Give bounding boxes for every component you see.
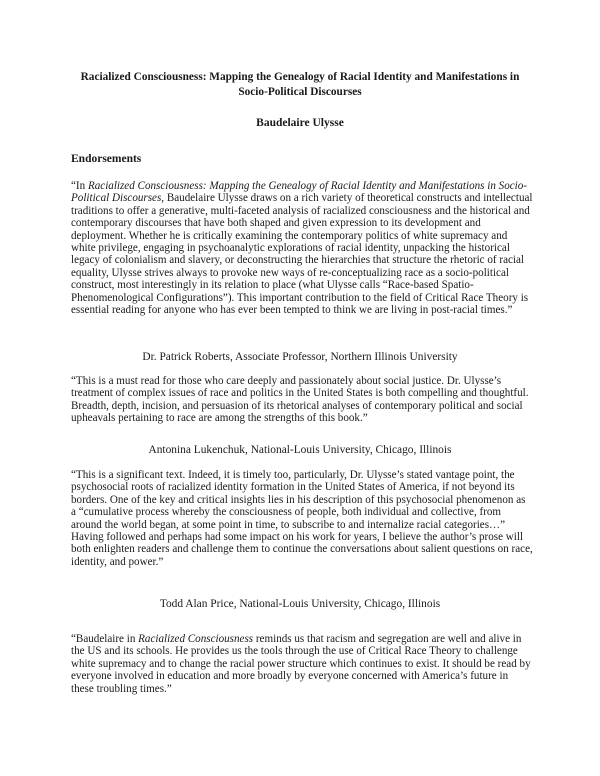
book-title-italic: Racialized Consciousness <box>138 633 254 645</box>
document-title: Racialized Consciousness: Mapping the Genealogy of Racial Identity and Manifestations in Socio-Political Discourses <box>80 71 520 98</box>
quote-text: , Baudelaire Ulysse draws on a rich variety of theoretical constructs and intellectual traditions to offer a generative, multi-faceted analysis of racialized consciousness and the historical and contemporary discourses that have both shaped and given expression to its development and deployment. Whether he is critically examining the contemporary politics of white supremacy and white privilege, engaging in psychoanalytic explorations of racial identity, unpacking the historical legacy of colonialism and slavery, or deconstructing the hierarchies that structure the rhetoric of racial equality, Ulysse strives always to provoke new ways of re-conceptualizing race as a socio-political construct, most interestingly in its relation to place (what Ulysse calls “Race-based Spatio-Phenomenological Configurations”). This important contribution to the field of Critical Race Theory is essential reading for anyone who has ever been tempted to think we are living in post-racial times.” <box>71 192 533 317</box>
endorsement-quote: “This is a significant text. Indeed, it is timely too, particularly, Dr. Ulysse’s stated vantage point, the psychosocial roots of racialized identity formation in the United States of America, if not beyond its borders. One of the key and critical insights lies in his description of this psychosocial phenomenon as a “cumulative process whereby the consciousness of people, both individual and collective, from around the world began, at some point in time, to subscribe to and internalize racial categories…” Having followed and perhaps had some impact on his work for years, I believe the author’s prose will both enlighten readers and challenge them to continue the conversations about salient questions on race, identity, and power.” <box>71 469 533 568</box>
endorsement-quote <box>71 633 533 695</box>
author-name: Baudelaire Ulysse <box>256 117 344 129</box>
book-title-italic: Racialized Consciousness: Mapping the Genealogy of Racial Identity and Manifestations in Socio-Political Discourses <box>71 180 528 205</box>
endorsement-quote: “This is a must read for those who care deeply and passionately about social justice. Dr. Ulysse’s treatment of complex issues of race and politics in the United States is both compelling and thoughtful. Breadth, depth, incision, and persuasion of its rhetorical analyses of contemporary political and social upheavals pertaining to race are among the strengths of this book.” <box>71 375 529 425</box>
endorsement-attribution: Antonina Lukenchuk, National-Louis University, Chicago, Illinois <box>148 444 452 456</box>
endorsement-attribution: Dr. Patrick Roberts, Associate Professor, Northern Illinois University <box>142 351 458 363</box>
quote-text: “In <box>71 180 88 192</box>
endorsement-attribution: Todd Alan Price, National-Louis University, Chicago, Illinois <box>159 598 441 610</box>
quote-text: reminds us that racism and segregation are well and alive in the US and its schools. He provides us the tools through the use of Critical Race Theory to challenge white supremacy and to change the racial power structure which continues to exist. It should be read by everyone involved in education and more broadly by everyone concerned with America’s future in these troubling times.” <box>71 633 531 695</box>
section-heading: Endorsements <box>71 153 142 165</box>
endorsement-quote <box>71 180 533 316</box>
quote-text: “Baudelaire in <box>71 633 139 645</box>
